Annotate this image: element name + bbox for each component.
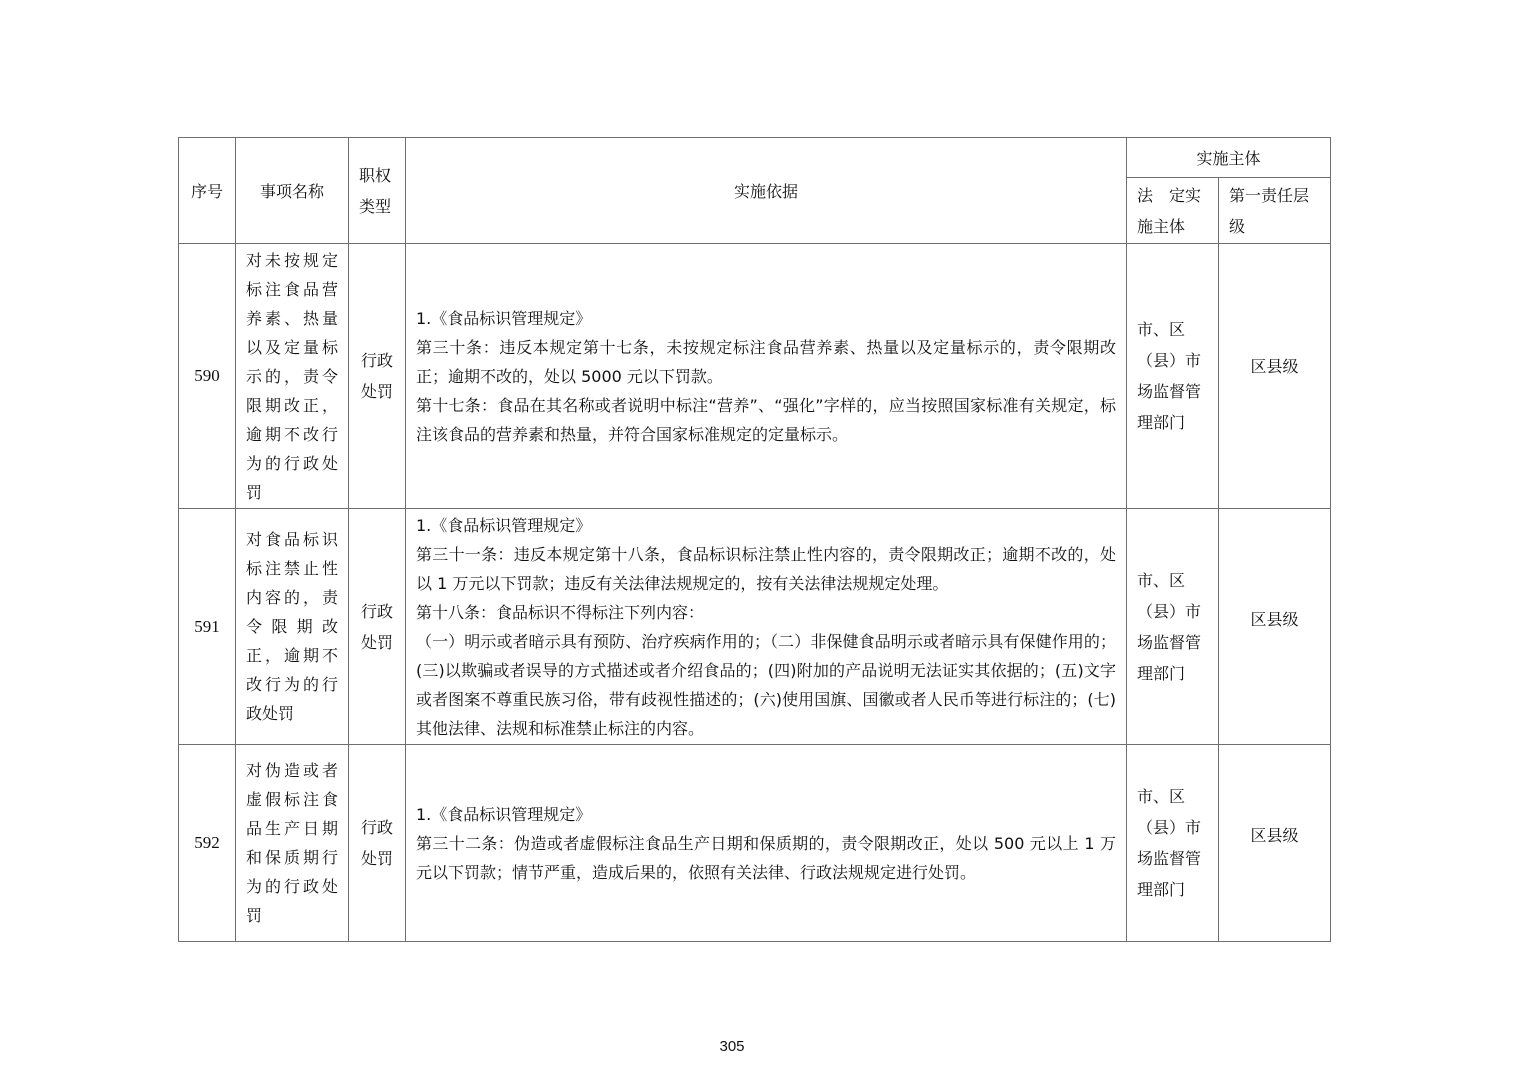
basis-line: 1.《食品标识管理规定》: [416, 515, 592, 535]
row-item-name: 对未按规定标注食品营养素、热量以及定量标示的，责令限期改正，逾期不改行为的行政处罚: [236, 244, 349, 509]
basis-line: 第十八条：食品标识不得标注下列内容：: [416, 602, 705, 622]
row-seq: 590: [179, 244, 236, 509]
header-type: 职权类型: [349, 138, 406, 244]
header-seq: 序号: [179, 138, 236, 244]
row-legal-subject: 市、区（县）市场监督管理部门: [1127, 509, 1219, 745]
basis-line: 第三十条：违反本规定第十七条，未按规定标注食品营养素、热量以及定量标示的，责令限期改正；逾期不改的，处以 5000 元以下罚款。: [416, 337, 1116, 386]
row-item-name: 对食品标识标注禁止性内容的，责令限期改正，逾期不改行为的行政处罚: [236, 509, 349, 745]
header-subject-group: 实施主体: [1127, 138, 1331, 178]
page-number: 305: [719, 1038, 745, 1055]
row-legal-subject: 市、区（县）市场监督管理部门: [1127, 745, 1219, 942]
row-basis: [406, 244, 1127, 509]
table-row: [179, 244, 1331, 509]
row-first-level: 区县级: [1219, 244, 1331, 509]
header-legal-subject: 法 定实施主体: [1127, 178, 1219, 244]
header-name: 事项名称: [236, 138, 349, 244]
row-basis: [406, 509, 1127, 745]
row-item-name: 对伪造或者虚假标注食品生产日期和保质期行为的行政处罚: [236, 745, 349, 942]
basis-line: 1.《食品标识管理规定》: [416, 308, 592, 328]
basis-line: 1.《食品标识管理规定》: [416, 804, 592, 824]
row-legal-subject: 市、区（县）市场监督管理部门: [1127, 244, 1219, 509]
table-row: [179, 509, 1331, 745]
row-first-level: 区县级: [1219, 745, 1331, 942]
basis-line: 第三十一条：违反本规定第十八条，食品标识标注禁止性内容的，责令限期改正；逾期不改的，处以 1 万元以下罚款；违反有关法律法规规定的，按有关法律法规规定处理。: [416, 544, 1116, 593]
header-first-level: 第一责任层级: [1219, 178, 1331, 244]
header-basis: 实施依据: [406, 138, 1127, 244]
row-first-level: 区县级: [1219, 509, 1331, 745]
row-power-type: 行政处罚: [349, 745, 406, 942]
row-power-type: 行政处罚: [349, 244, 406, 509]
row-seq: 591: [179, 509, 236, 745]
basis-line: （一）明示或者暗示具有预防、治疗疾病作用的；（二）非保健食品明示或者暗示具有保健作用的；(三)以欺骗或者误导的方式描述或者介绍食品的；(四)附加的产品说明无法证实其依据的；(五)文字或者图案不尊重民族习俗，带有歧视性描述的；(六)使用国旗、国徽或者人民币等进行标注的；(七)其他法律、法规和标准禁止标注的内容。: [416, 631, 1116, 738]
basis-line: 第十七条：食品在其名称或者说明中标注“营养”、“强化”字样的，应当按照国家标准有关规定，标注该食品的营养素和热量，并符合国家标准规定的定量标示。: [416, 395, 1116, 444]
row-power-type: 行政处罚: [349, 509, 406, 745]
basis-line: 第三十二条：伪造或者虚假标注食品生产日期和保质期的，责令限期改正，处以 500 元以上 1 万元以下罚款；情节严重，造成后果的，依照有关法律、行政法规规定进行处罚。: [416, 833, 1116, 882]
table-row: [179, 745, 1331, 942]
enforcement-table: [178, 137, 1331, 942]
row-seq: 592: [179, 745, 236, 942]
row-basis: [406, 745, 1127, 942]
